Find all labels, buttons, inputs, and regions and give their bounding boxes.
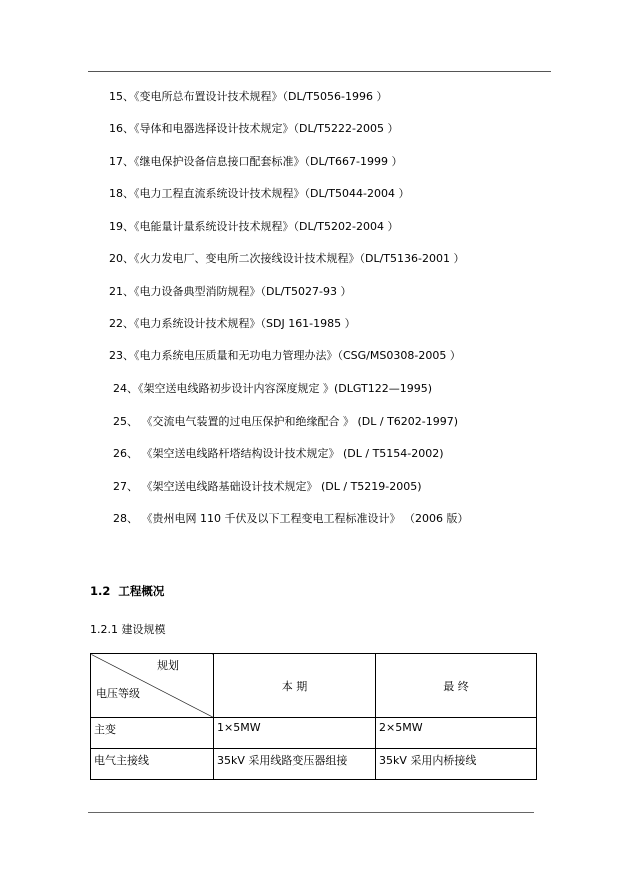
reference-item: 22、《电力系统设计技术规程》（SDJ 161-1985 ） — [109, 317, 356, 330]
construction-scale-table — [90, 653, 537, 780]
header-rule — [88, 71, 551, 72]
header-voltage-label: 电压等级 — [96, 687, 140, 700]
reference-item: 19、《电能量计量系统设计技术规程》（DL/T5202-2004 ） — [109, 220, 399, 233]
cell-current: 35kV 采用线路变压器组接 — [214, 749, 376, 780]
reference-item: 20、《火力发电厂、变电所二次接线设计技术规程》（DL/T5136-2001 ） — [109, 252, 465, 265]
column-header-final: 最 终 — [376, 654, 537, 718]
row-label: 电气主接线 — [91, 749, 214, 780]
reference-item: 21、《电力设备典型消防规程》（DL/T5027-93 ） — [109, 285, 352, 298]
row-label: 主变 — [91, 718, 214, 749]
section-title: 工程概况 — [118, 584, 165, 598]
reference-item: 28、 《贵州电网 110 千伏及以下工程变电工程标准设计》 （2006 版） — [113, 512, 469, 525]
reference-item: 27、 《架空送电线路基础设计技术规定》 (DL / T5219-2005) — [113, 480, 422, 493]
cell-final: 35kV 采用内桥接线 — [376, 749, 537, 780]
reference-item: 26、 《架空送电线路杆塔结构设计技术规定》 (DL / T5154-2002) — [113, 447, 444, 460]
subsection-heading: 1.2.1 建设规模 — [90, 623, 166, 636]
reference-item: 18、《电力工程直流系统设计技术规程》（DL/T5044-2004 ） — [109, 187, 410, 200]
header-planning-label: 规划 — [157, 659, 179, 672]
diagonal-header-cell — [91, 654, 214, 718]
section-number: 1.2 — [90, 584, 111, 598]
column-header-current: 本 期 — [214, 654, 376, 718]
footer-rule — [88, 812, 534, 813]
reference-item: 24、《架空送电线路初步设计内容深度规定 》(DLGT122—1995) — [113, 382, 433, 395]
table-row — [91, 718, 537, 749]
table-row — [91, 749, 537, 780]
reference-item: 16、《导体和电器选择设计技术规定》（DL/T5222-2005 ） — [109, 122, 399, 135]
cell-current: 1×5MW — [214, 718, 376, 749]
reference-item: 15、《变电所总布置设计技术规程》（DL/T5056-1996 ） — [109, 90, 388, 103]
cell-final: 2×5MW — [376, 718, 537, 749]
reference-item: 17、《继电保护设备信息接口配套标准》（DL/T667-1999 ） — [109, 155, 403, 168]
reference-item: 25、 《交流电气装置的过电压保护和绝缘配合 》 (DL / T6202-1997) — [113, 415, 459, 428]
reference-item: 23、《电力系统电压质量和无功电力管理办法》（CSG/MS0308-2005 ） — [109, 349, 461, 362]
table-header-row — [91, 654, 537, 718]
section-heading — [90, 583, 164, 599]
